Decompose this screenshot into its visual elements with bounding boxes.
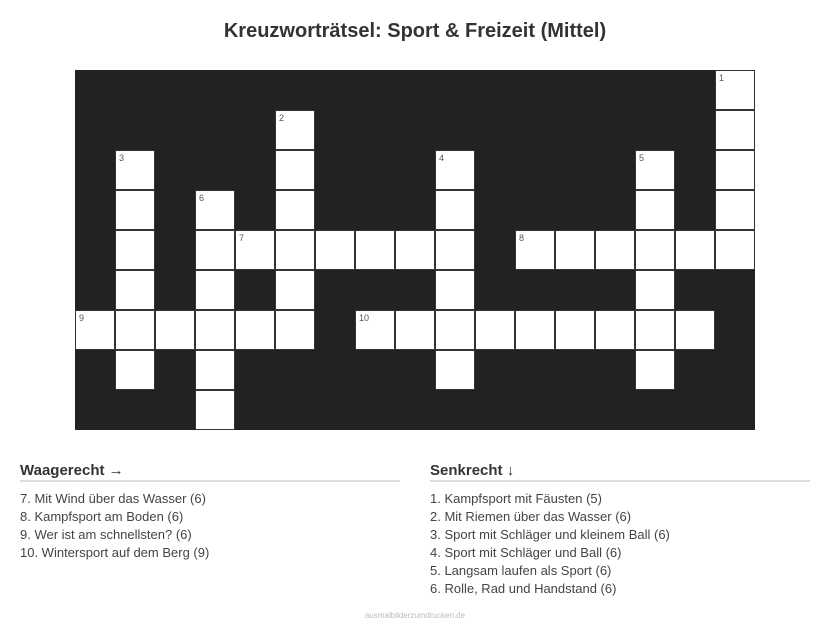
clue-number: 1 [719, 73, 725, 83]
crossword-cell[interactable] [635, 190, 675, 230]
crossword-cell[interactable] [715, 70, 755, 110]
across-clue: 9. Wer ist am schnellsten? (6) [20, 527, 192, 542]
crossword-cell[interactable] [635, 270, 675, 310]
page-title: Kreuzworträtsel: Sport & Freizeit (Mittel) [223, 20, 607, 42]
crossword-cell[interactable] [195, 270, 235, 310]
crossword-cell[interactable] [115, 190, 155, 230]
crossword-cell[interactable] [675, 310, 715, 350]
crossword-cell[interactable] [635, 150, 675, 190]
crossword-cell[interactable] [555, 230, 595, 270]
across-clues [20, 462, 400, 562]
crossword-cell[interactable] [275, 150, 315, 190]
footer-watermark: ausmalbilderzumdrucken.de [364, 611, 466, 620]
crossword-cell[interactable] [435, 230, 475, 270]
across-clue: 8. Kampfsport am Boden (6) [20, 509, 184, 524]
crossword-cell[interactable] [155, 310, 195, 350]
crossword-cell[interactable] [435, 310, 475, 350]
down-clues [430, 462, 810, 598]
crossword-cell[interactable] [195, 310, 235, 350]
crossword-cell[interactable] [515, 310, 555, 350]
crossword-cell[interactable] [675, 230, 715, 270]
crossword-cell[interactable] [715, 230, 755, 270]
across-clue: 7. Mit Wind über das Wasser (6) [20, 491, 206, 506]
crossword-cell[interactable] [715, 190, 755, 230]
clue-number: 9 [79, 313, 85, 323]
crossword-cell[interactable] [635, 310, 675, 350]
crossword-cell[interactable] [435, 350, 475, 390]
crossword-cell[interactable] [715, 150, 755, 190]
clue-number: 3 [119, 153, 125, 163]
down-heading: Senkrecht ↓ [430, 462, 810, 482]
crossword-cell[interactable] [475, 310, 515, 350]
crossword-cell[interactable] [395, 230, 435, 270]
crossword-cell[interactable] [115, 230, 155, 270]
crossword-cell[interactable] [235, 230, 275, 270]
crossword-cell[interactable] [435, 150, 475, 190]
crossword-cell[interactable] [515, 230, 555, 270]
clue-number: 10 [359, 313, 370, 323]
crossword-cell[interactable] [275, 310, 315, 350]
crossword-cell[interactable] [435, 270, 475, 310]
crossword-cell[interactable] [595, 230, 635, 270]
clue-number: 6 [199, 193, 205, 203]
crossword-cell[interactable] [235, 310, 275, 350]
down-clue: 3. Sport mit Schläger und kleinem Ball (6) [430, 527, 670, 542]
crossword-cell[interactable] [75, 310, 115, 350]
crossword-cell[interactable] [115, 150, 155, 190]
clue-number: 5 [639, 153, 645, 163]
crossword-cell[interactable] [635, 350, 675, 390]
down-clue: 4. Sport mit Schläger und Ball (6) [430, 545, 622, 560]
clue-number: 8 [519, 233, 525, 243]
crossword-cell[interactable] [635, 230, 675, 270]
crossword-cell[interactable] [195, 350, 235, 390]
down-clue: 2. Mit Riemen über das Wasser (6) [430, 509, 632, 524]
across-clue: 10. Wintersport auf dem Berg (9) [20, 545, 210, 560]
crossword-cell[interactable] [275, 190, 315, 230]
clue-number: 7 [239, 233, 245, 243]
down-clue: 5. Langsam laufen als Sport (6) [430, 563, 612, 578]
crossword-cell[interactable] [435, 190, 475, 230]
crossword-cell[interactable] [715, 110, 755, 150]
clue-number: 4 [439, 153, 445, 163]
crossword-cell[interactable] [275, 270, 315, 310]
crossword-cell[interactable] [555, 310, 595, 350]
crossword-cell[interactable] [355, 310, 395, 350]
crossword-cell[interactable] [195, 190, 235, 230]
crossword-cell[interactable] [115, 310, 155, 350]
down-clue: 6. Rolle, Rad und Handstand (6) [430, 581, 617, 596]
crossword-cell[interactable] [275, 230, 315, 270]
crossword-cell[interactable] [275, 110, 315, 150]
clue-number: 2 [279, 113, 285, 123]
crossword-cell[interactable] [355, 230, 395, 270]
crossword-grid [75, 70, 755, 430]
across-heading: Waagerecht → [20, 462, 400, 482]
crossword-cell[interactable] [115, 350, 155, 390]
crossword-cell[interactable] [195, 390, 235, 430]
crossword-cell[interactable] [115, 270, 155, 310]
crossword-cell[interactable] [315, 230, 355, 270]
crossword-cell[interactable] [395, 310, 435, 350]
crossword-cell[interactable] [595, 310, 635, 350]
down-clue: 1. Kampfsport mit Fäusten (5) [430, 491, 602, 506]
crossword-cell[interactable] [195, 230, 235, 270]
